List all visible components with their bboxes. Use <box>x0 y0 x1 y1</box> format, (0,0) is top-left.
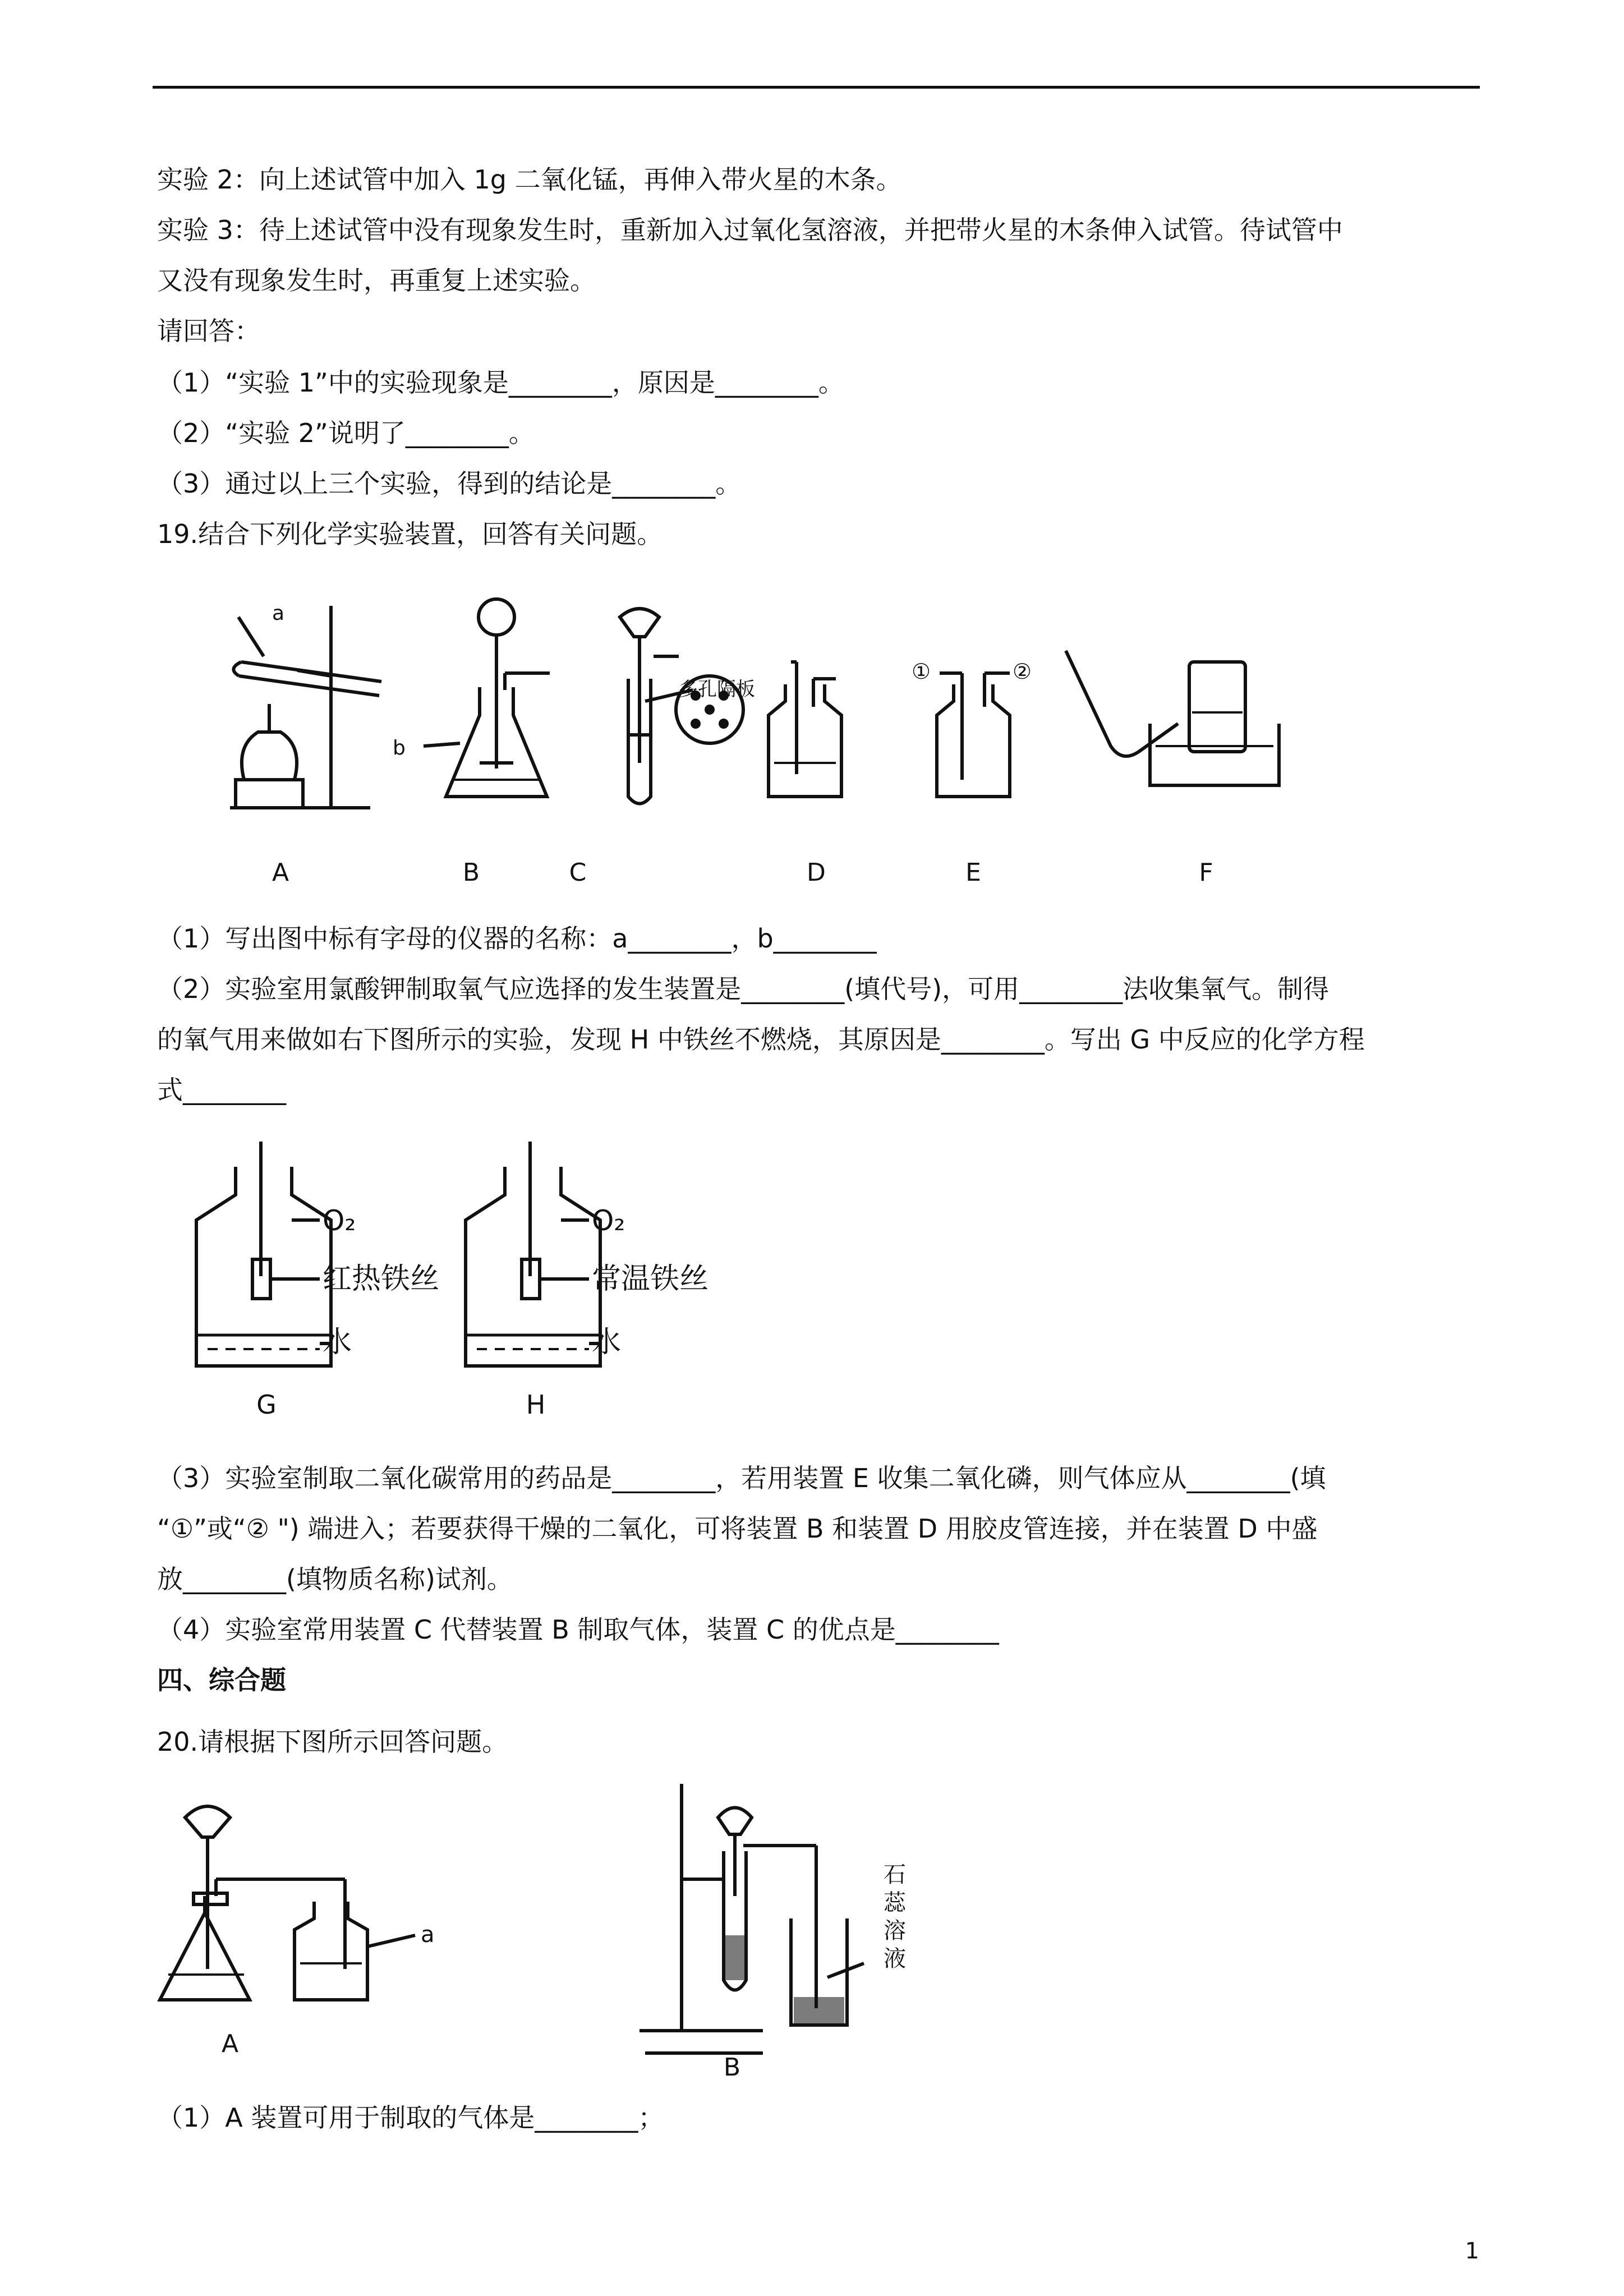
question-line: （2）“实验 2”说明了________。 <box>157 418 535 448</box>
apparatus-figure-19 <box>213 595 1313 898</box>
litmus-label-char: 石 <box>884 1862 906 1888</box>
question-title: 20.请根据下图所示回答问题。 <box>157 1727 508 1757</box>
port-1-label: ① <box>912 659 931 684</box>
text-line: 实验 2：向上述试管中加入 1g 二氧化锰，再伸入带火星的木条。 <box>157 164 902 195</box>
text-line: 请回答： <box>157 316 260 346</box>
question-line: （3）实验室制取二氧化碳常用的药品是________，若用装置 E 收集二氧化磷，则气体应从________(填 <box>157 1463 1326 1493</box>
apparatus-figure-20 <box>151 1784 954 2076</box>
page-number: 1 <box>1465 2238 1479 2264</box>
question-line: （1）“实验 1”中的实验现象是________，原因是________。 <box>157 367 844 398</box>
label-E: E <box>965 858 981 887</box>
label-C: C <box>569 858 587 887</box>
question-line: （2）实验室用氯酸钾制取氧气应选择的发生装置是________(填代号)，可用________法收集氧气。制得 <box>157 974 1329 1004</box>
pointer-label-a-fig20: a <box>421 1922 435 1948</box>
text-line: 又没有现象发生时，再重复上述实验。 <box>157 265 596 296</box>
port-2-label: ② <box>1013 659 1032 684</box>
o2-label-H: O₂ <box>592 1204 625 1237</box>
iron-wire-figure-GH <box>180 1142 797 1422</box>
pointer-label-a: a <box>272 602 285 625</box>
question-line: （3）通过以上三个实验，得到的结论是________。 <box>157 468 742 499</box>
o2-label-G: O₂ <box>323 1204 356 1237</box>
question-line: 式________ <box>157 1075 286 1105</box>
litmus-label-char: 溶 <box>884 1918 906 1944</box>
section-heading: 四、综合题 <box>157 1665 286 1695</box>
label-B-fig20: B <box>723 2053 741 2076</box>
pointer-label-b: b <box>393 737 406 760</box>
water-label-H: 水 <box>592 1326 622 1359</box>
label-B: B <box>462 858 480 887</box>
question-line: “①”或“② ") 端进入；若要获得干燥的二氧化，可将装置 B 和装置 D 用胶皮管连接，并在装置 D 中盛 <box>157 1513 1318 1544</box>
label-G: G <box>256 1389 277 1420</box>
porous-plate-label: 多孔隔板 <box>679 678 755 701</box>
label-D: D <box>807 858 826 887</box>
room-temp-wire-label: 常温铁丝 <box>592 1262 709 1296</box>
header-rule <box>153 86 1480 89</box>
question-line: 的氧气用来做如右下图所示的实验，发现 H 中铁丝不燃烧，其原因是________。写出 G 中反应的化学方程 <box>157 1024 1365 1055</box>
text-line: 实验 3：待上述试管中没有现象发生时，重新加入过氧化氢溶液，并把带火星的木条伸入试管。待试管中 <box>157 215 1343 245</box>
litmus-label-char: 蕊 <box>884 1890 906 1916</box>
question-line: （1）A 装置可用于制取的气体是________； <box>157 2102 664 2133</box>
question-line: （4）实验室常用装置 C 代替装置 B 制取气体，装置 C 的优点是________ <box>157 1614 999 1645</box>
litmus-label-char: 液 <box>884 1946 906 1972</box>
label-H: H <box>526 1389 546 1420</box>
red-hot-wire-label: 红热铁丝 <box>323 1262 440 1296</box>
label-A: A <box>272 858 289 887</box>
question-line: 放________(填物质名称)试剂。 <box>157 1564 513 1594</box>
water-label-G: 水 <box>323 1326 352 1359</box>
question-line: （1）写出图中标有字母的仪器的名称：a________，b________ <box>157 923 877 954</box>
label-A-fig20: A <box>221 2030 239 2058</box>
label-F: F <box>1199 858 1213 887</box>
question-title: 19.结合下列化学实验装置，回答有关问题。 <box>157 519 663 549</box>
